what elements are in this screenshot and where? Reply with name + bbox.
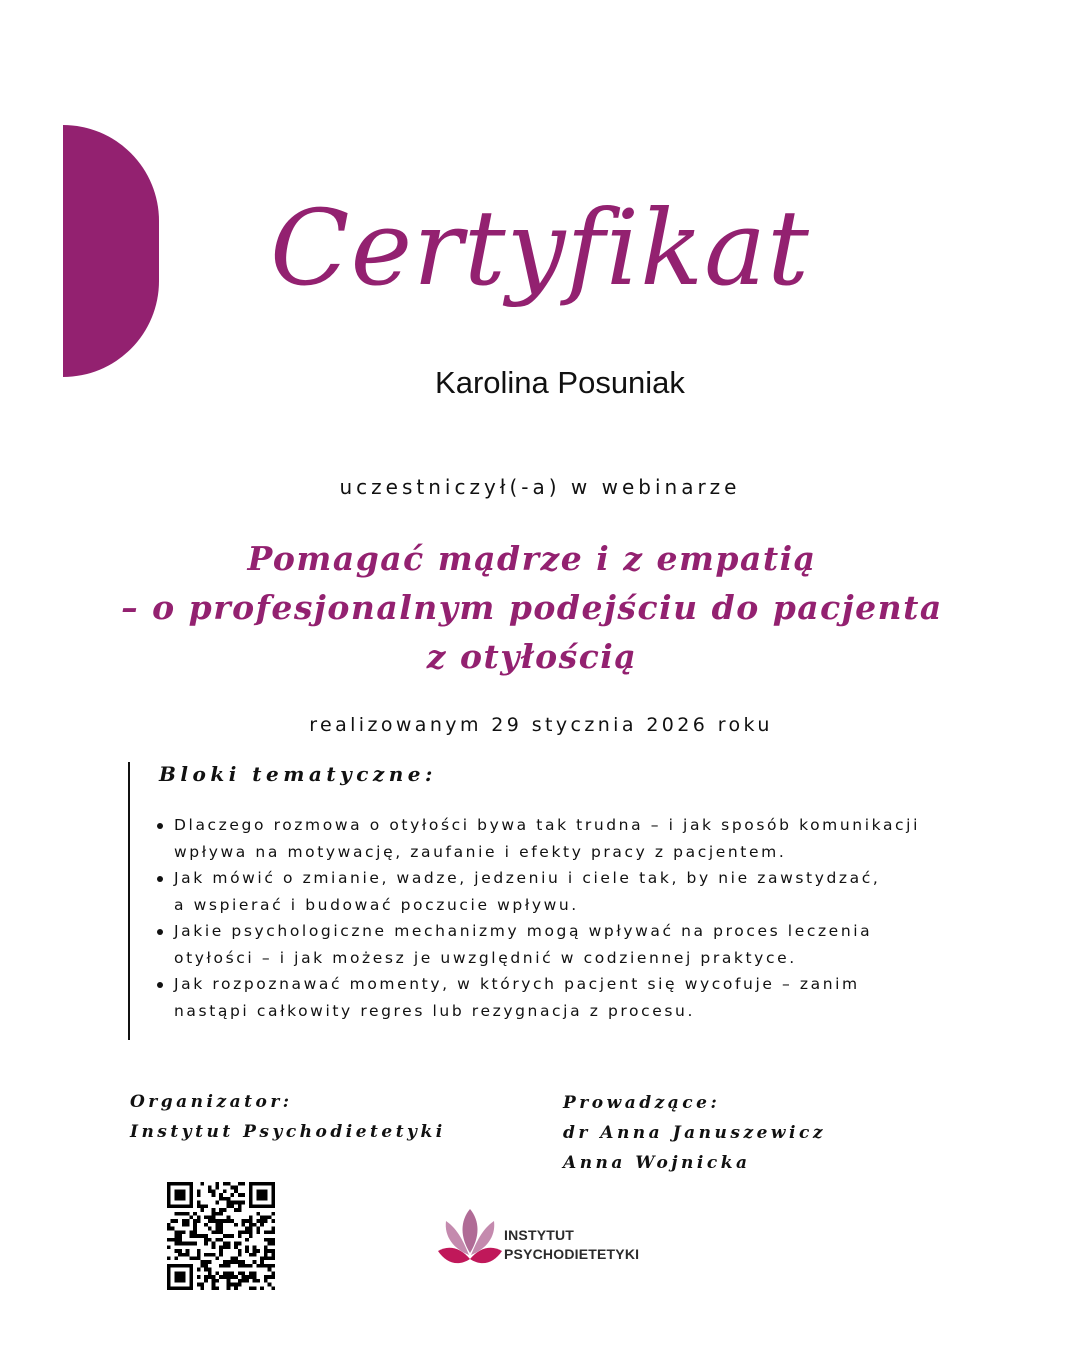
topic-line: nastąpi całkowity regres lub rezygnacja z procesu. bbox=[174, 1001, 696, 1020]
topic-line: Jak rozpoznawać momenty, w których pacjent się wycofuje – zanim bbox=[174, 975, 860, 993]
recipient-name: Karolina Posuniak bbox=[435, 365, 685, 400]
webinar-title-line: Pomagać mądrze i z empatią bbox=[247, 539, 817, 578]
logo-line: INSTYTUT bbox=[504, 1227, 575, 1243]
qr-code-icon[interactable] bbox=[167, 1182, 275, 1290]
webinar-title bbox=[0, 534, 1064, 681]
topic-line: Jakie psychologiczne mechanizmy mogą wpływać na proces leczenia bbox=[174, 922, 873, 940]
topic-line: a wspierać i budować poczucie wpływu. bbox=[174, 895, 579, 914]
webinar-date: realizowanym 29 stycznia 2026 roku bbox=[309, 714, 773, 736]
topic-item bbox=[155, 865, 935, 918]
topic-line: Dlaczego rozmowa o otyłości bywa tak trudna – i jak sposób komunikacji bbox=[174, 816, 920, 834]
topics-list bbox=[155, 812, 935, 1024]
organizer-block bbox=[130, 1087, 446, 1147]
webinar-title-line: – o profesjonalnym podejściu do pacjenta bbox=[121, 588, 943, 627]
logo-line: PSYCHODIETETYKI bbox=[504, 1246, 640, 1262]
topic-line: wpływa na motywację, zaufanie i efekty pracy z pacjentem. bbox=[174, 842, 787, 861]
topic-item bbox=[155, 971, 935, 1024]
organizer-name: Instytut Psychodietetyki bbox=[130, 1122, 446, 1142]
hosts-label: Prowadzące: bbox=[563, 1093, 721, 1113]
participation-text: uczestniczył(-a) w webinarze bbox=[339, 475, 741, 499]
logo-wordmark bbox=[504, 1226, 639, 1264]
topic-line: Jak mówić o zmianie, wadze, jedzeniu i ciele tak, by nie zawstydzać, bbox=[174, 869, 881, 887]
topic-line: otyłości – i jak możesz je uwzględnić w codziennej praktyce. bbox=[174, 948, 797, 967]
lotus-icon bbox=[438, 1207, 502, 1267]
topics-heading: Bloki tematyczne: bbox=[159, 762, 437, 786]
topic-item bbox=[155, 812, 935, 865]
certificate-title: Certyfikat bbox=[270, 187, 810, 309]
webinar-title-line: z otyłością bbox=[426, 637, 638, 676]
host-name: Anna Wojnicka bbox=[563, 1153, 751, 1173]
host-name: dr Anna Januszewicz bbox=[563, 1123, 827, 1143]
topic-item bbox=[155, 918, 935, 971]
topics-divider bbox=[128, 762, 130, 1040]
organizer-label: Organizator: bbox=[130, 1092, 293, 1112]
hosts-block bbox=[563, 1088, 826, 1178]
